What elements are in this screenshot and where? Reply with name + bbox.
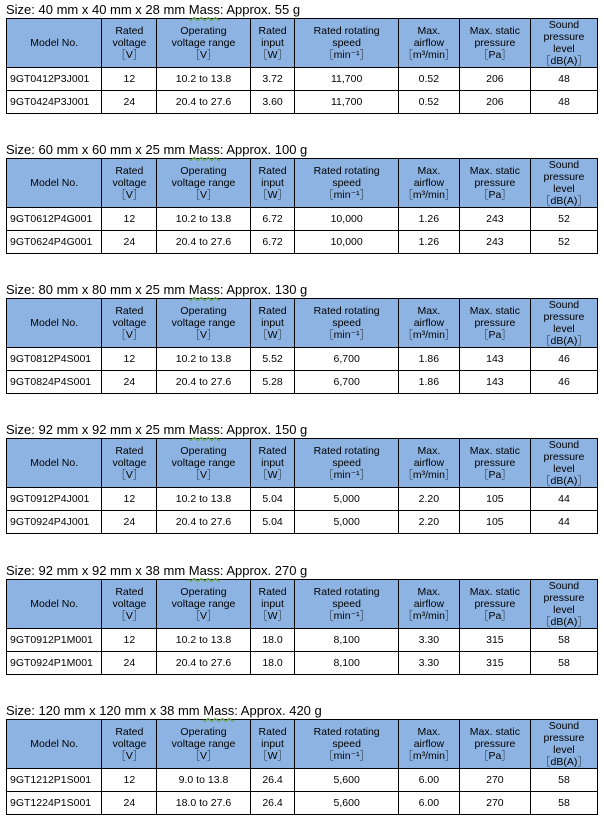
cell-rated-input: 18.0 (250, 652, 295, 675)
header-model-no: Model No. (7, 159, 102, 208)
cell-rated-voltage: 12 (102, 348, 157, 371)
header-sound-pressure-level: Sound pressure level ［dB(A)］ (530, 19, 597, 68)
cell-model-no: 9GT1224P1S001 (7, 792, 102, 815)
cell-model-no: 9GT0412P3J001 (7, 68, 102, 91)
cell-model-no: 9GT0612P4G001 (7, 208, 102, 231)
spec-section (6, 422, 598, 534)
size-mass-line (6, 2, 598, 18)
header-rated-input: Rated input ［W］ (250, 299, 295, 348)
size-text: Size: 40 mm x 40 mm x 28 mm (6, 2, 189, 17)
cell-max-static-pressure: 143 (459, 371, 530, 394)
header-max-static-pressure: Max. static pressure ［Pa］ (459, 580, 530, 629)
cell-max-static-pressure: 143 (459, 348, 530, 371)
header-max-airflow: Max. airflow ［m³/min］ (398, 720, 459, 769)
cell-max-airflow: 1.86 (398, 371, 459, 394)
header-model-no: Model No. (7, 19, 102, 68)
header-rated-voltage: Rated voltage ［V］ (102, 299, 157, 348)
cell-operating-voltage-range: 20.4 to 27.6 (157, 231, 250, 254)
spec-table (6, 438, 598, 534)
cell-max-static-pressure: 105 (459, 511, 530, 534)
cell-model-no: 9GT0924P1M001 (7, 652, 102, 675)
cell-max-airflow: 2.20 (398, 488, 459, 511)
header-model-no: Model No. (7, 720, 102, 769)
cell-operating-voltage-range: 10.2 to 13.8 (157, 488, 250, 511)
cell-operating-voltage-range: 20.4 to 27.6 (157, 511, 250, 534)
header-rated-input: Rated input ［W］ (250, 580, 295, 629)
cell-rated-voltage: 24 (102, 652, 157, 675)
cell-max-static-pressure: 206 (459, 68, 530, 91)
cell-max-airflow: 6.00 (398, 792, 459, 815)
cell-max-static-pressure: 270 (459, 769, 530, 792)
mass-label: Mass (188, 563, 220, 578)
header-rated-input: Rated input ［W］ (250, 720, 295, 769)
cell-max-airflow: 1.26 (398, 208, 459, 231)
cell-max-airflow: 3.30 (398, 652, 459, 675)
cell-rated-speed: 5,000 (295, 488, 399, 511)
cell-model-no: 9GT0624P4G001 (7, 231, 102, 254)
spec-section (6, 282, 598, 394)
cell-rated-voltage: 24 (102, 511, 157, 534)
cell-sound-pressure-level: 44 (530, 511, 597, 534)
cell-operating-voltage-range: 10.2 to 13.8 (157, 348, 250, 371)
cell-sound-pressure-level: 46 (530, 348, 597, 371)
cell-rated-input: 5.04 (250, 488, 295, 511)
table-row (7, 629, 598, 652)
cell-sound-pressure-level: 48 (530, 68, 597, 91)
mass-value: : Approx. 130 g (219, 282, 308, 297)
header-row (7, 159, 598, 208)
size-text: Size: 80 mm x 80 mm x 25 mm (6, 282, 189, 297)
header-operating-voltage-range: Operating voltage range ［V］ (157, 580, 250, 629)
header-rated-voltage: Rated voltage ［V］ (102, 439, 157, 488)
cell-max-airflow: 3.30 (398, 629, 459, 652)
cell-max-static-pressure: 243 (459, 208, 530, 231)
cell-rated-input: 26.4 (250, 792, 295, 815)
header-operating-voltage-range: Operating voltage range ［V］ (157, 720, 250, 769)
cell-max-airflow: 1.86 (398, 348, 459, 371)
cell-rated-voltage: 24 (102, 91, 157, 114)
mass-label: Mass (188, 2, 220, 17)
cell-rated-speed: 6,700 (295, 348, 399, 371)
cell-max-static-pressure: 315 (459, 629, 530, 652)
header-rated-input: Rated input ［W］ (250, 439, 295, 488)
header-max-airflow: Max. airflow ［m³/min］ (398, 580, 459, 629)
spec-section (6, 142, 598, 254)
size-mass-line (6, 703, 598, 719)
table-row (7, 68, 598, 91)
size-mass-line (6, 282, 598, 298)
mass-value: : Approx. 55 g (219, 2, 301, 17)
header-rated-voltage: Rated voltage ［V］ (102, 159, 157, 208)
cell-model-no: 9GT0924P4J001 (7, 511, 102, 534)
mass-label: Mass (188, 422, 220, 437)
cell-max-airflow: 1.26 (398, 231, 459, 254)
cell-operating-voltage-range: 20.4 to 27.6 (157, 652, 250, 675)
header-operating-voltage-range: Operating voltage range ［V］ (157, 439, 250, 488)
cell-rated-voltage: 24 (102, 231, 157, 254)
cell-rated-voltage: 12 (102, 68, 157, 91)
cell-operating-voltage-range: 10.2 to 13.8 (157, 208, 250, 231)
cell-operating-voltage-range: 10.2 to 13.8 (157, 68, 250, 91)
mass-label: Mass (188, 142, 220, 157)
spec-table (6, 298, 598, 394)
header-rated-speed: Rated rotating speed ［min⁻¹］ (295, 159, 399, 208)
header-rated-speed: Rated rotating speed ［min⁻¹］ (295, 580, 399, 629)
cell-rated-voltage: 12 (102, 769, 157, 792)
cell-rated-input: 26.4 (250, 769, 295, 792)
cell-max-airflow: 2.20 (398, 511, 459, 534)
cell-operating-voltage-range: 20.4 to 27.6 (157, 91, 250, 114)
cell-rated-input: 3.72 (250, 68, 295, 91)
table-row (7, 792, 598, 815)
mass-label: Mass (203, 703, 235, 718)
cell-rated-voltage: 12 (102, 488, 157, 511)
header-rated-voltage: Rated voltage ［V］ (102, 19, 157, 68)
size-text: Size: 92 mm x 92 mm x 25 mm (6, 422, 189, 437)
header-max-airflow: Max. airflow ［m³/min］ (398, 159, 459, 208)
size-text: Size: 120 mm x 120 mm x 38 mm (6, 703, 204, 718)
size-text: Size: 60 mm x 60 mm x 25 mm (6, 142, 189, 157)
cell-sound-pressure-level: 58 (530, 652, 597, 675)
cell-max-static-pressure: 243 (459, 231, 530, 254)
cell-sound-pressure-level: 48 (530, 91, 597, 114)
cell-model-no: 9GT0912P4J001 (7, 488, 102, 511)
header-row (7, 580, 598, 629)
cell-sound-pressure-level: 58 (530, 769, 597, 792)
header-max-static-pressure: Max. static pressure ［Pa］ (459, 299, 530, 348)
table-row (7, 488, 598, 511)
table-row (7, 208, 598, 231)
header-row (7, 299, 598, 348)
mass-value: : Approx. 100 g (219, 142, 308, 157)
cell-max-airflow: 6.00 (398, 769, 459, 792)
cell-sound-pressure-level: 52 (530, 208, 597, 231)
size-text: Size: 92 mm x 92 mm x 38 mm (6, 563, 189, 578)
cell-rated-speed: 10,000 (295, 231, 399, 254)
spec-section (6, 703, 598, 815)
header-rated-input: Rated input ［W］ (250, 19, 295, 68)
cell-rated-speed: 11,700 (295, 68, 399, 91)
cell-operating-voltage-range: 20.4 to 27.6 (157, 371, 250, 394)
mass-value: : Approx. 150 g (219, 422, 308, 437)
cell-model-no: 9GT0424P3J001 (7, 91, 102, 114)
header-rated-voltage: Rated voltage ［V］ (102, 720, 157, 769)
cell-model-no: 9GT0912P1M001 (7, 629, 102, 652)
spec-section (6, 563, 598, 675)
header-operating-voltage-range: Operating voltage range ［V］ (157, 159, 250, 208)
table-row (7, 511, 598, 534)
header-max-static-pressure: Max. static pressure ［Pa］ (459, 439, 530, 488)
spec-table (6, 579, 598, 675)
cell-max-airflow: 0.52 (398, 68, 459, 91)
header-sound-pressure-level: Sound pressure level ［dB(A)］ (530, 439, 597, 488)
table-row (7, 769, 598, 792)
size-mass-line (6, 142, 598, 158)
header-operating-voltage-range: Operating voltage range ［V］ (157, 299, 250, 348)
header-row (7, 720, 598, 769)
cell-model-no: 9GT0824P4S001 (7, 371, 102, 394)
header-max-static-pressure: Max. static pressure ［Pa］ (459, 720, 530, 769)
cell-rated-speed: 5,000 (295, 511, 399, 534)
cell-rated-voltage: 24 (102, 371, 157, 394)
cell-sound-pressure-level: 58 (530, 792, 597, 815)
table-row (7, 348, 598, 371)
table-row (7, 652, 598, 675)
mass-value: : Approx. 420 g (234, 703, 322, 718)
header-max-airflow: Max. airflow ［m³/min］ (398, 19, 459, 68)
cell-sound-pressure-level: 46 (530, 371, 597, 394)
cell-max-static-pressure: 315 (459, 652, 530, 675)
header-row (7, 19, 598, 68)
cell-rated-speed: 11,700 (295, 91, 399, 114)
header-rated-speed: Rated rotating speed ［min⁻¹］ (295, 299, 399, 348)
spec-section (6, 2, 598, 114)
header-max-airflow: Max. airflow ［m³/min］ (398, 299, 459, 348)
table-row (7, 371, 598, 394)
cell-operating-voltage-range: 18.0 to 27.6 (157, 792, 250, 815)
header-model-no: Model No. (7, 439, 102, 488)
cell-rated-input: 5.04 (250, 511, 295, 534)
header-rated-input: Rated input ［W］ (250, 159, 295, 208)
cell-sound-pressure-level: 52 (530, 231, 597, 254)
cell-rated-input: 5.52 (250, 348, 295, 371)
cell-rated-speed: 5,600 (295, 769, 399, 792)
cell-rated-input: 18.0 (250, 629, 295, 652)
cell-max-static-pressure: 270 (459, 792, 530, 815)
cell-max-static-pressure: 206 (459, 91, 530, 114)
header-rated-speed: Rated rotating speed ［min⁻¹］ (295, 19, 399, 68)
cell-rated-speed: 10,000 (295, 208, 399, 231)
size-mass-line (6, 422, 598, 438)
cell-rated-speed: 6,700 (295, 371, 399, 394)
cell-rated-input: 3.60 (250, 91, 295, 114)
cell-max-airflow: 0.52 (398, 91, 459, 114)
cell-model-no: 9GT0812P4S001 (7, 348, 102, 371)
header-rated-speed: Rated rotating speed ［min⁻¹］ (295, 720, 399, 769)
cell-model-no: 9GT1212P1S001 (7, 769, 102, 792)
header-max-static-pressure: Max. static pressure ［Pa］ (459, 159, 530, 208)
mass-label: Mass (188, 282, 220, 297)
spec-table (6, 18, 598, 114)
cell-max-static-pressure: 105 (459, 488, 530, 511)
cell-sound-pressure-level: 58 (530, 629, 597, 652)
cell-rated-input: 5.28 (250, 371, 295, 394)
size-mass-line (6, 563, 598, 579)
header-max-airflow: Max. airflow ［m³/min］ (398, 439, 459, 488)
table-row (7, 91, 598, 114)
table-row (7, 231, 598, 254)
cell-rated-input: 6.72 (250, 231, 295, 254)
cell-rated-voltage: 12 (102, 208, 157, 231)
header-operating-voltage-range: Operating voltage range ［V］ (157, 19, 250, 68)
header-model-no: Model No. (7, 299, 102, 348)
spec-table (6, 719, 598, 815)
cell-rated-speed: 8,100 (295, 652, 399, 675)
header-model-no: Model No. (7, 580, 102, 629)
cell-rated-voltage: 24 (102, 792, 157, 815)
cell-operating-voltage-range: 10.2 to 13.8 (157, 629, 250, 652)
cell-rated-speed: 8,100 (295, 629, 399, 652)
cell-rated-input: 6.72 (250, 208, 295, 231)
cell-rated-speed: 5,600 (295, 792, 399, 815)
header-sound-pressure-level: Sound pressure level ［dB(A)］ (530, 159, 597, 208)
header-sound-pressure-level: Sound pressure level ［dB(A)］ (530, 580, 597, 629)
header-max-static-pressure: Max. static pressure ［Pa］ (459, 19, 530, 68)
mass-value: : Approx. 270 g (219, 563, 308, 578)
cell-operating-voltage-range: 9.0 to 13.8 (157, 769, 250, 792)
header-sound-pressure-level: Sound pressure level ［dB(A)］ (530, 720, 597, 769)
cell-sound-pressure-level: 44 (530, 488, 597, 511)
cell-rated-voltage: 12 (102, 629, 157, 652)
header-row (7, 439, 598, 488)
spec-table (6, 158, 598, 254)
header-sound-pressure-level: Sound pressure level ［dB(A)］ (530, 299, 597, 348)
header-rated-voltage: Rated voltage ［V］ (102, 580, 157, 629)
header-rated-speed: Rated rotating speed ［min⁻¹］ (295, 439, 399, 488)
